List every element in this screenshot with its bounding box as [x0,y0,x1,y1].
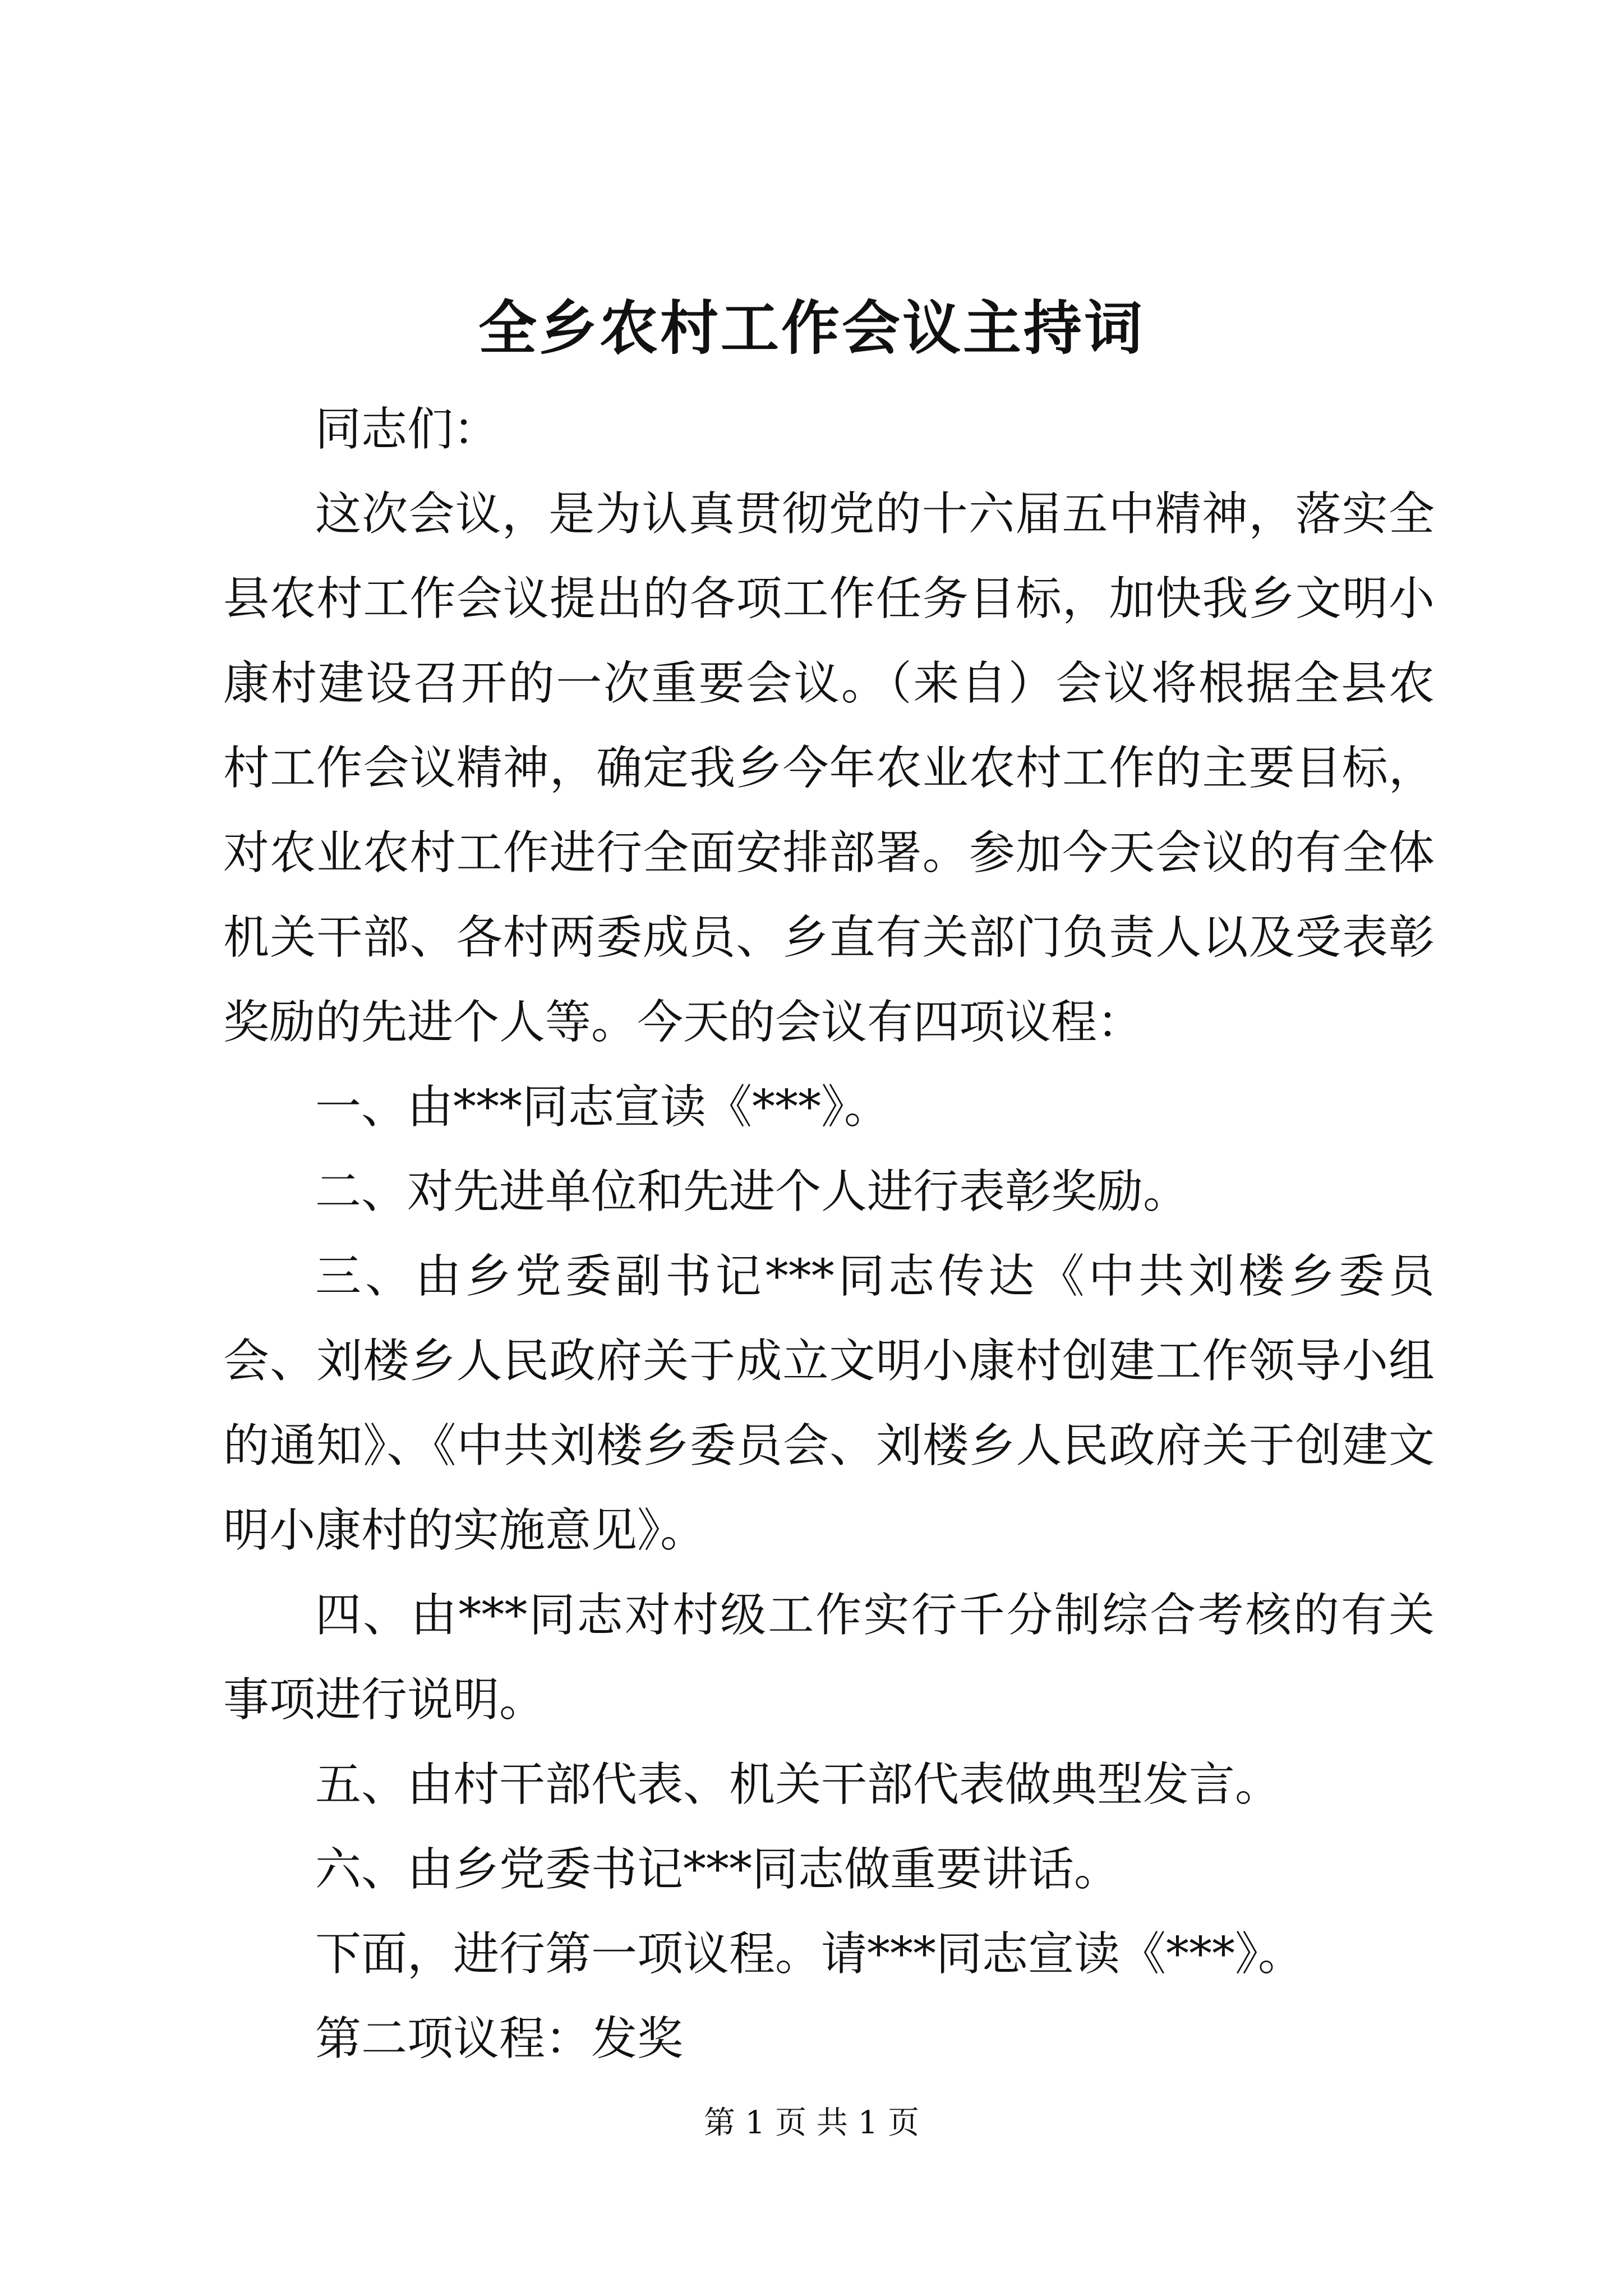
first-agenda-paragraph: 下面，进行第一项议程。请***同志宣读《***》。 [315,1927,1304,1981]
second-agenda-paragraph: 第二项议程：发奖 [315,2012,684,2065]
agenda-item-3: 三、由乡党委副书记***同志传达《中共刘楼乡委员会、刘楼乡人民政府关于成立文明小康村创建工作领导小组的通知》、《中共刘楼乡委员会、刘楼乡人民政府关于创建文明小康村的实施意见》。 [223,1250,1435,1557]
salutation-paragraph: 同志们： [315,403,500,456]
agenda-item-1: 一、由***同志宣读《***》。 [315,1080,891,1134]
agenda-item-5: 五、由村干部代表、机关干部代表做典型发言。 [315,1758,1281,1811]
agenda-item-4: 四、由***同志对村级工作实行千分制综合考核的有关事项进行说明。 [223,1589,1435,1727]
intro-paragraph: 这次会议，是为认真贯彻党的十六届五中精神，落实全县农村工作会议提出的各项工作任务目标，加快我乡文明小康村建设召开的一次重要会议。（来自）会议将根据全县农村工作会议精神，确定我乡今年农业农村工作的主要目标，对农业农村工作进行全面安排部署。参加今天会议的有全体机关干部、各村两委成员、乡直有关部门负责人以及受表彰奖励的先进个人等。今天的会议有四项议程： [223,487,1435,1049]
agenda-item-2: 二、对先进单位和先进个人进行表彰奖励。 [315,1165,1189,1218]
document-body [223,387,1435,2081]
page-footer: 第 1 页 共 1 页 [703,2105,920,2141]
agenda-item-6: 六、由乡党委书记***同志做重要讲话。 [315,1843,1121,1896]
document-title: 全乡农村工作会议主持词 [478,293,1145,362]
